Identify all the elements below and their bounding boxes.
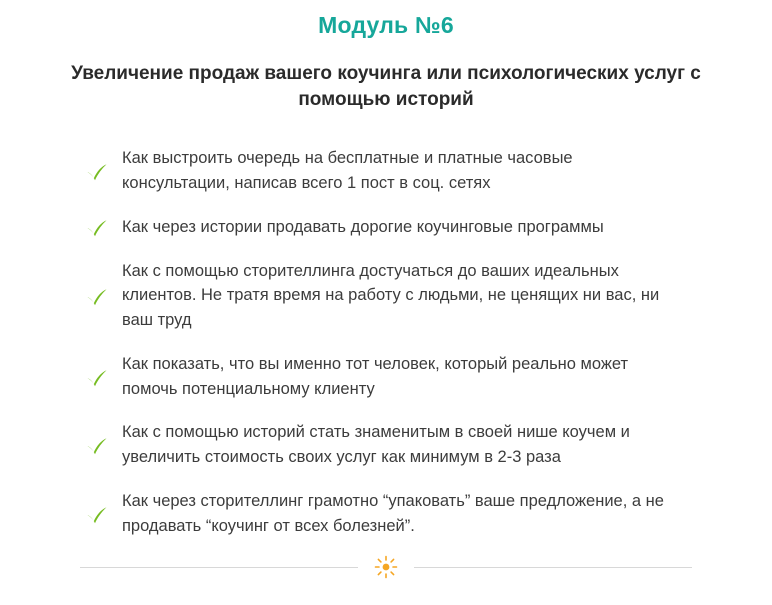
check-icon bbox=[84, 506, 110, 524]
page-title: Модуль №6 bbox=[318, 12, 454, 38]
benefits-list bbox=[24, 146, 748, 538]
page-subtitle: Увеличение продаж вашего коучинга или психологических услуг с помощью историй bbox=[71, 63, 701, 110]
list-item-label: Как через сторителлинг грамотно “упаковать” ваше предложение, а не продавать “коучинг от всех болезней”. bbox=[122, 491, 664, 535]
list-item-label: Как с помощью сторителлинга достучаться до ваших идеальных клиентов. Не тратя время на работу с людьми, не ценящих ни вас, ни ваш труд bbox=[122, 261, 660, 330]
list-item bbox=[24, 489, 748, 539]
list-item-label: Как выстроить очередь на бесплатные и платные часовые консультации, написав всего 1 пост в соц. сетях bbox=[122, 149, 573, 193]
list-item bbox=[24, 146, 748, 196]
divider-line-right bbox=[414, 567, 692, 568]
check-icon bbox=[84, 163, 110, 181]
check-icon bbox=[84, 369, 110, 387]
check-icon bbox=[84, 437, 110, 455]
check-icon bbox=[84, 288, 110, 306]
divider-line-left bbox=[80, 567, 358, 568]
sun-icon bbox=[374, 555, 398, 579]
list-item bbox=[24, 259, 748, 333]
list-item bbox=[24, 215, 748, 240]
list-item bbox=[24, 352, 748, 402]
footer-divider bbox=[0, 555, 772, 579]
check-icon bbox=[84, 219, 110, 237]
list-item-label: Как через истории продавать дорогие коучинговые программы bbox=[122, 217, 604, 236]
list-item-label: Как показать, что вы именно тот человек, который реально может помочь потенциальному клиенту bbox=[122, 354, 629, 398]
list-item bbox=[24, 420, 748, 470]
list-item-label: Как с помощью историй стать знаменитым в своей нише коучем и увеличить стоимость своих услуг как минимум в 2-3 раза bbox=[122, 423, 630, 467]
